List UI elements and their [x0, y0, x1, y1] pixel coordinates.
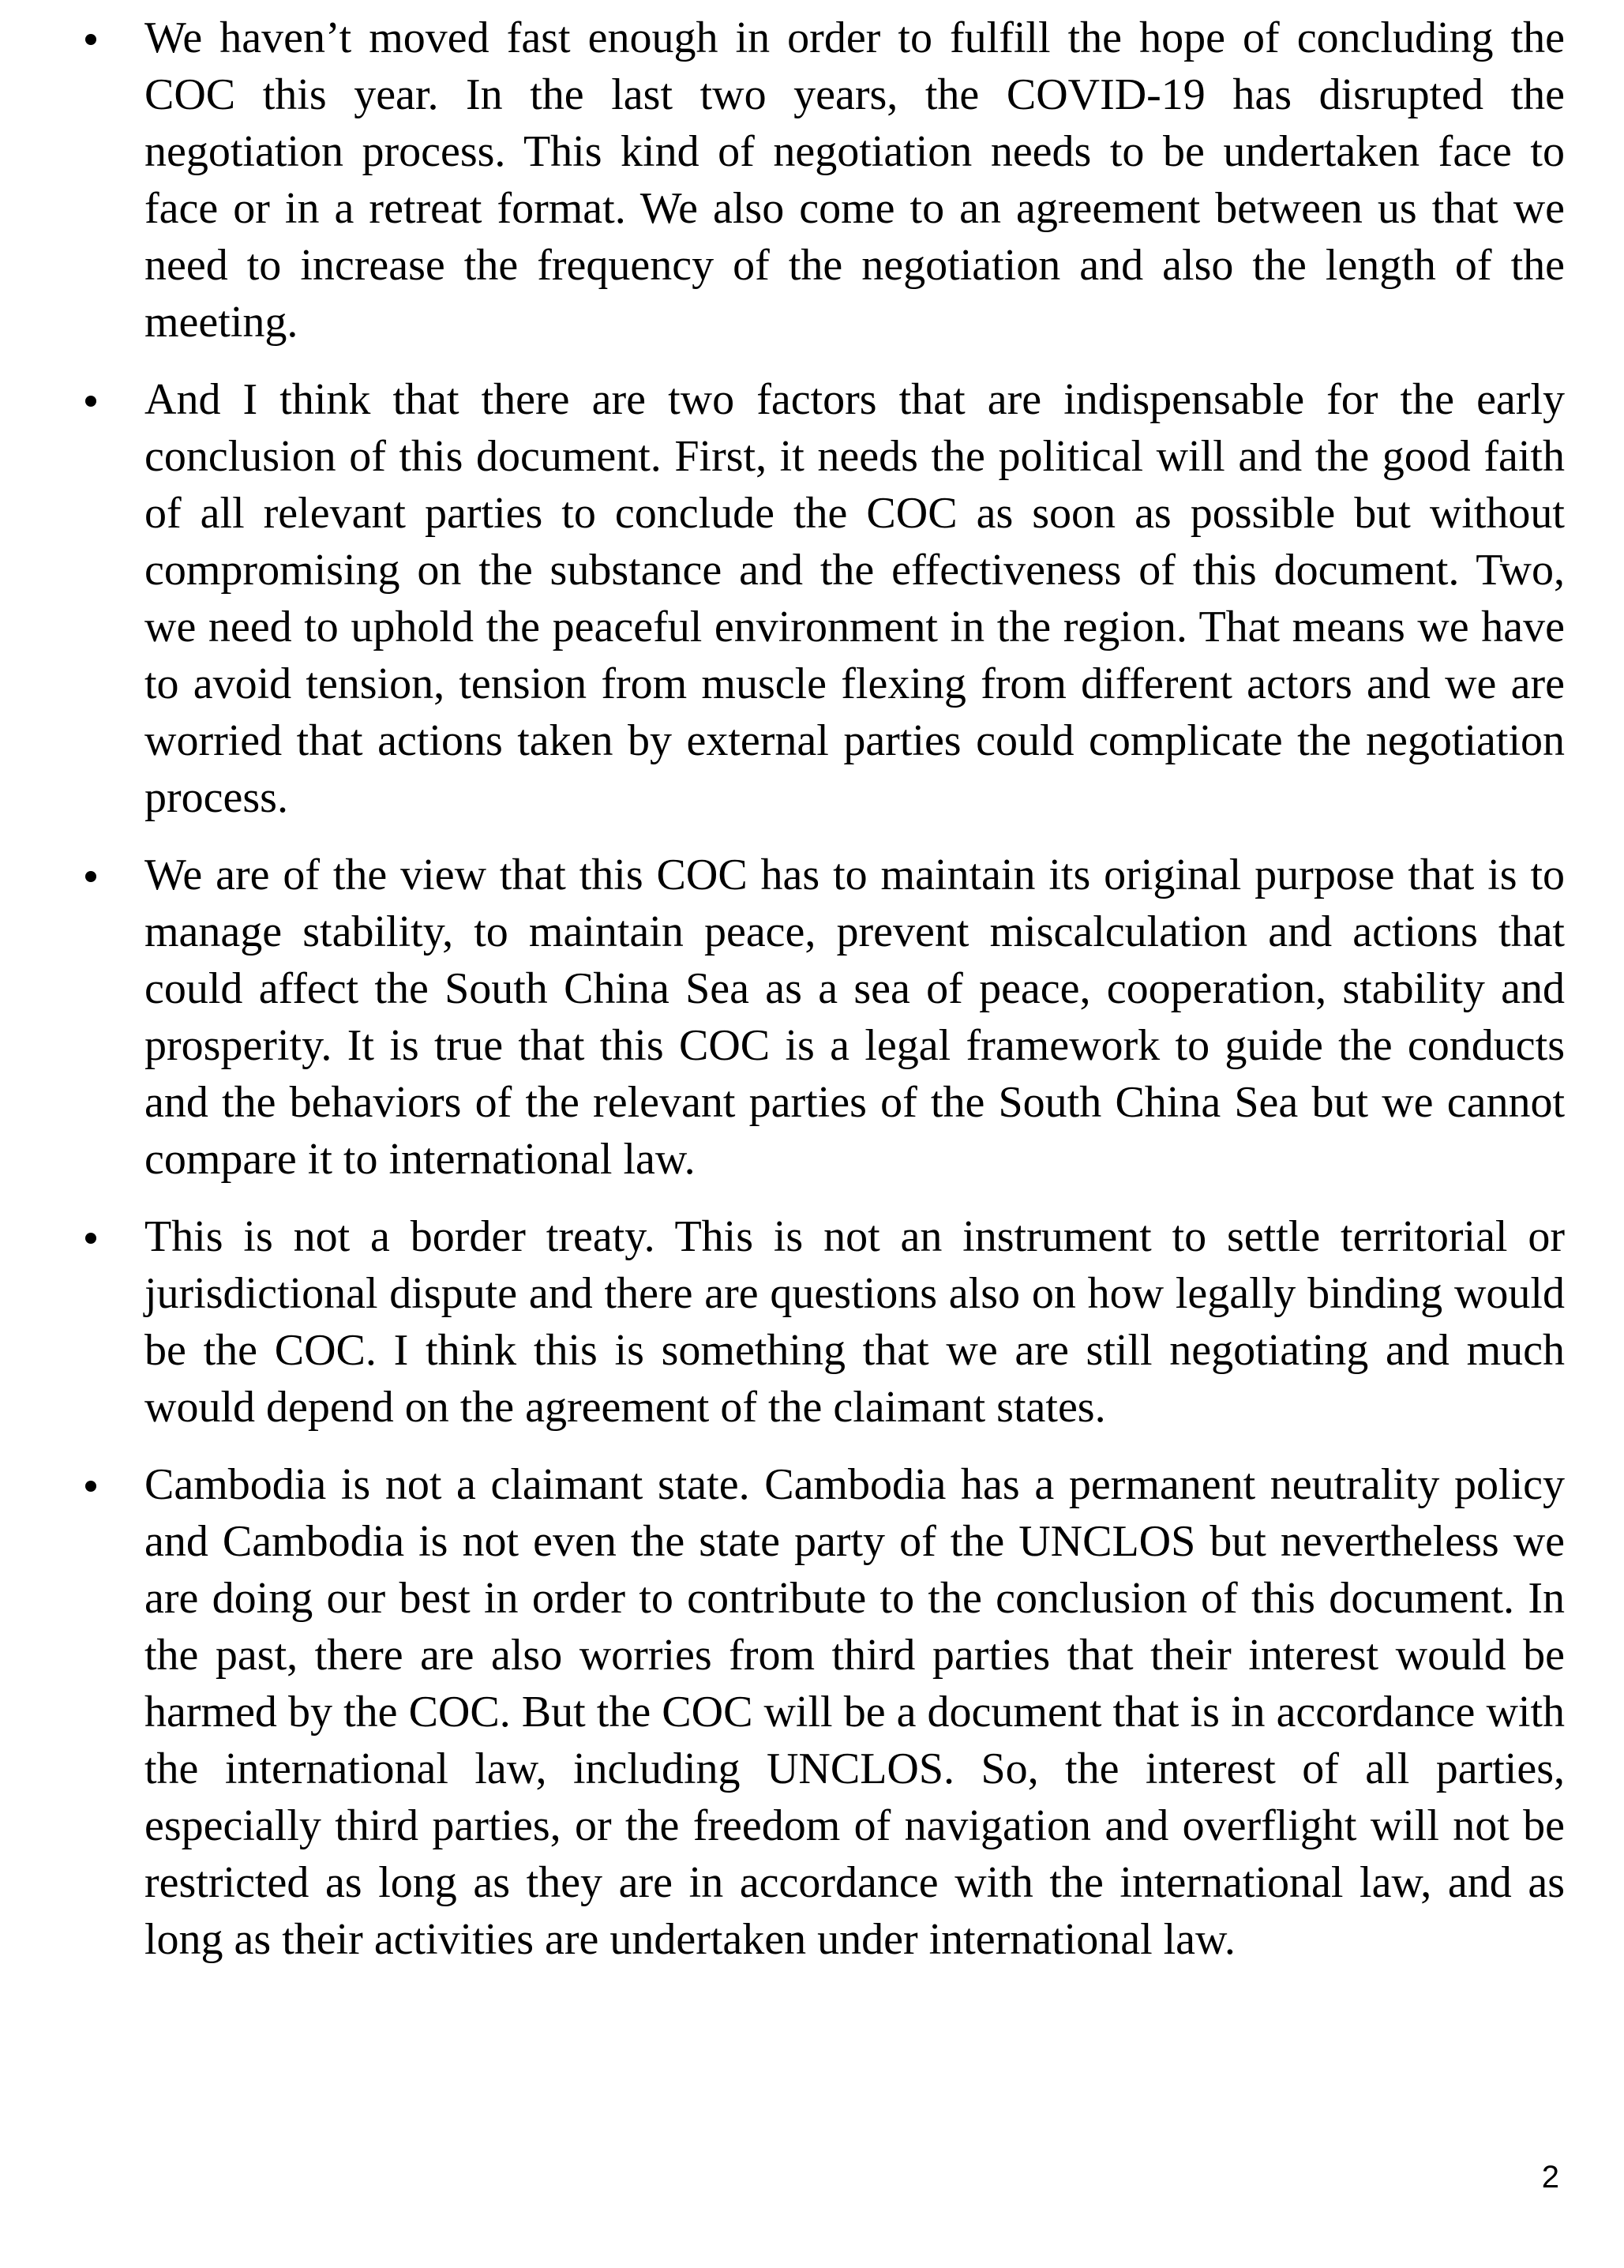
bullet-icon: [85, 1481, 96, 1492]
bullet-icon: [85, 34, 96, 45]
bullet-text: And I think that there are two factors that are indispensable for the early conclusion of this document. First, it needs the political will and the good faith of all relevant parties to conclude the COC as soon as possible but without compromising on the substance and the effectiveness of this document. Two, we need to uphold the peaceful environment in the region. That means we have to avoid tension, tension from muscle flexing from different actors and we are worried that actions taken by external parties could complicate the negotiation process.: [144, 375, 1565, 822]
bullet-text: Cambodia is not a claimant state. Cambodia has a permanent neutrality policy and Cambodia is not even the state party of the UNCLOS but nevertheless we are doing our best in order to contribute to the conclusion of this document. In the past, there are also worries from third parties that their interest would be harmed by the COC. But the COC will be a document that is in accordance with the international law, including UNCLOS. So, the interest of all parties, especially third parties, or the freedom of navigation and overflight will not be restricted as long as they are in accordance with the international law, and as long as their activities are undertaken under international law.: [144, 1460, 1565, 1964]
bullet-item: [79, 847, 1565, 1188]
bullet-icon: [85, 1233, 96, 1244]
bullet-item: [79, 1456, 1565, 1968]
bullet-text: We are of the view that this COC has to maintain its original purpose that is to manage stability, to maintain peace, prevent miscalculation and actions that could affect the South China Sea as a sea of peace, cooperation, stability and prosperity. It is true that this COC is a legal framework to guide the conducts and the behaviors of the relevant parties of the South China Sea but we cannot compare it to international law.: [144, 850, 1565, 1184]
bullet-text: We haven’t moved fast enough in order to fulfill the hope of concluding the COC this year. In the last two years, the COVID-19 has disrupted the negotiation process. This kind of negotiation needs to be undertaken face to face or in a retreat format. We also come to an agreement between us that we need to increase the frequency of the negotiation and also the length of the meeting.: [144, 13, 1565, 347]
bullet-icon: [85, 871, 96, 882]
bullet-icon: [85, 396, 96, 407]
bullet-item: [79, 371, 1565, 826]
bullet-item: [79, 1208, 1565, 1436]
bullet-list: [79, 9, 1565, 1988]
bullet-text: This is not a border treaty. This is not an instrument to settle territorial or jurisdictional dispute and there are questions also on how legally binding would be the COC. I think this is something that we are still negotiating and much would depend on the agreement of the claimant states.: [144, 1212, 1565, 1432]
page-number: 2: [1541, 2160, 1559, 2195]
bullet-item: [79, 9, 1565, 351]
